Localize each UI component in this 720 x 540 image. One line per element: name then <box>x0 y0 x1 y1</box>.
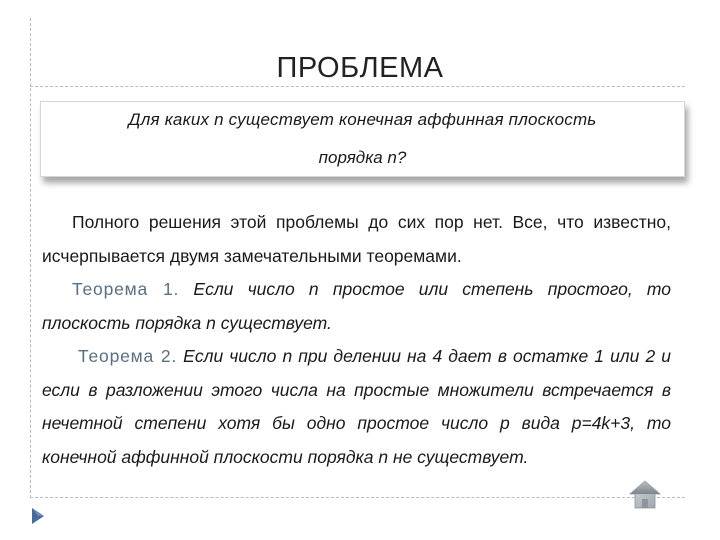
question-line-2: порядка n? <box>318 148 407 167</box>
theorem-2-text: Если число n при делении на 4 дает в остатке 1 или 2 и если в разложении этого числа на простые множители встречается в нечетной степени хотя бы одно простое число p вида p=4k+3, то конечной аффинной плоскости порядка n не существует. <box>42 346 671 467</box>
footer-divider-line <box>30 497 685 498</box>
theorem-2-label: Теорема 2. <box>78 346 178 366</box>
question-box <box>40 101 685 177</box>
home-icon[interactable] <box>629 478 661 510</box>
play-arrow-icon[interactable] <box>26 505 48 527</box>
title-divider-line <box>30 86 685 87</box>
body-text <box>42 206 671 474</box>
theorem-1-paragraph <box>42 273 671 340</box>
theorem-1-label: Теорема 1. <box>72 279 180 299</box>
intro-paragraph: Полного решения этой проблемы до сих пор нет. Все, что известно, исчерпывается двумя замечательными теоремами. <box>42 212 671 266</box>
question-line-1: Для каких n существует конечная аффинная плоскость <box>128 110 597 129</box>
theorem-1-text: Если число n простое или степень простого, то плоскость порядка n существует. <box>42 279 671 333</box>
slide-title: ПРОБЛЕМА <box>276 52 444 84</box>
theorem-2-paragraph <box>42 340 671 474</box>
vertical-guide-line <box>30 18 31 498</box>
